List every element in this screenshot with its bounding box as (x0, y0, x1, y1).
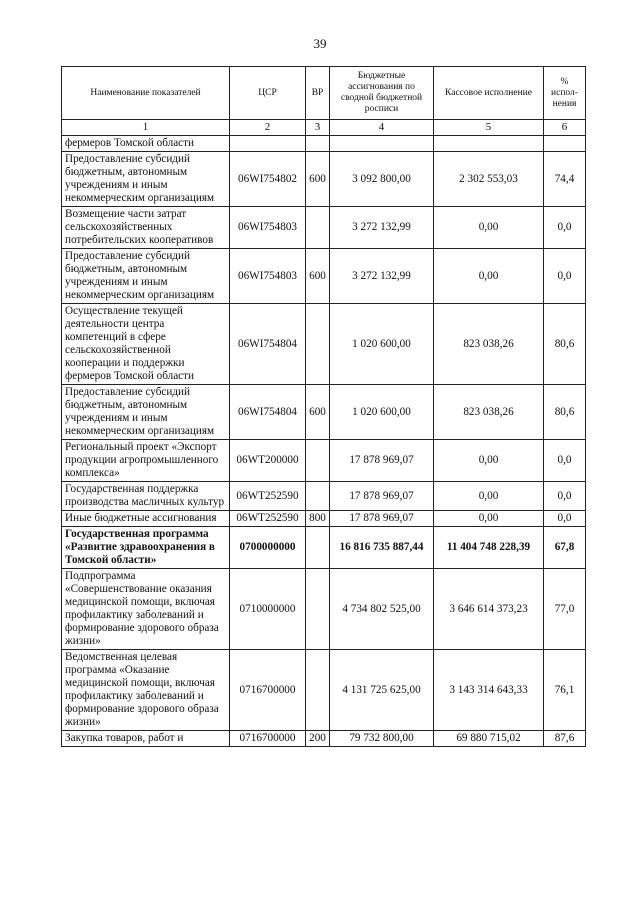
row-cash: 3 143 314 643,33 (434, 650, 544, 731)
row-pct: 76,1 (544, 650, 586, 731)
row-name: Осуществление текущей деятельности центра компетенций в сфере сельскохозяйственной кооперации и поддержки фермеров Томской области (62, 304, 230, 385)
row-name: Ведомственная целевая программа «Оказание медицинской помощи, включая профилактику заболеваний и формирование здорового образа жизни» (62, 650, 230, 731)
row-pct: 67,8 (544, 527, 586, 569)
table-row (62, 385, 586, 440)
table-row (62, 152, 586, 207)
row-pct (544, 136, 586, 152)
table-row (62, 569, 586, 650)
row-pct: 77,0 (544, 569, 586, 650)
row-pct: 0,0 (544, 440, 586, 482)
row-budget: 4 131 725 625,00 (330, 650, 434, 731)
row-vr (306, 527, 330, 569)
row-csr: 0710000000 (230, 569, 306, 650)
row-budget: 3 272 132,99 (330, 249, 434, 304)
row-vr (306, 207, 330, 249)
row-cash: 0,00 (434, 511, 544, 527)
row-budget: 17 878 969,07 (330, 511, 434, 527)
row-csr: 0700000000 (230, 527, 306, 569)
row-cash (434, 136, 544, 152)
header-budget: Бюджетные ассигнования по сводной бюджетной росписи (330, 67, 434, 120)
row-name: Региональный проект «Экспорт продукции агропромышленного комплекса» (62, 440, 230, 482)
column-number-row (62, 120, 586, 136)
row-cash: 69 880 715,02 (434, 731, 544, 747)
table-header-row (62, 67, 586, 120)
table-row (62, 207, 586, 249)
row-pct: 0,0 (544, 207, 586, 249)
row-name: Подпрограмма «Совершенствование оказания медицинской помощи, включая профилактику заболеваний и формирование здорового образа жизни» (62, 569, 230, 650)
row-cash: 11 404 748 228,39 (434, 527, 544, 569)
row-name: Закупка товаров, работ и (62, 731, 230, 747)
row-vr: 200 (306, 731, 330, 747)
row-budget: 16 816 735 887,44 (330, 527, 434, 569)
row-vr: 600 (306, 385, 330, 440)
row-pct: 87,6 (544, 731, 586, 747)
row-csr: 06WI754804 (230, 304, 306, 385)
row-pct: 74,4 (544, 152, 586, 207)
row-vr (306, 569, 330, 650)
row-cash: 0,00 (434, 440, 544, 482)
row-cash: 823 038,26 (434, 304, 544, 385)
row-cash: 2 302 553,03 (434, 152, 544, 207)
row-csr (230, 136, 306, 152)
row-name: Предоставление субсидий бюджетным, автономным учреждениям и иным некоммерческим организациям (62, 385, 230, 440)
row-budget: 3 092 800,00 (330, 152, 434, 207)
row-name: Иные бюджетные ассигнования (62, 511, 230, 527)
row-csr: 06WT252590 (230, 511, 306, 527)
row-cash: 0,00 (434, 207, 544, 249)
row-name: Возмещение части затрат сельскохозяйственных потребительских кооперативов (62, 207, 230, 249)
row-csr: 06WT252590 (230, 482, 306, 511)
row-name: Предоставление субсидий бюджетным, автономным учреждениям и иным некоммерческим организациям (62, 152, 230, 207)
row-budget: 4 734 802 525,00 (330, 569, 434, 650)
row-budget: 17 878 969,07 (330, 482, 434, 511)
row-cash: 823 038,26 (434, 385, 544, 440)
table-row (62, 650, 586, 731)
row-csr: 06WT200000 (230, 440, 306, 482)
row-csr: 0716700000 (230, 650, 306, 731)
row-cash: 0,00 (434, 482, 544, 511)
budget-execution-table (61, 66, 586, 747)
row-vr (306, 304, 330, 385)
column-number: 6 (544, 120, 586, 136)
row-csr: 06WI754803 (230, 249, 306, 304)
row-budget: 79 732 800,00 (330, 731, 434, 747)
row-cash: 0,00 (434, 249, 544, 304)
row-name: Предоставление субсидий бюджетным, автономным учреждениям и иным некоммерческим организациям (62, 249, 230, 304)
row-vr (306, 650, 330, 731)
header-pct: % испол-нения (544, 67, 586, 120)
row-vr: 600 (306, 152, 330, 207)
column-number: 1 (62, 120, 230, 136)
row-vr (306, 440, 330, 482)
table-row (62, 440, 586, 482)
row-csr: 06WI754802 (230, 152, 306, 207)
row-budget: 3 272 132,99 (330, 207, 434, 249)
row-csr: 06WI754804 (230, 385, 306, 440)
table-row (62, 482, 586, 511)
row-pct: 80,6 (544, 304, 586, 385)
row-name: Государственная программа «Развитие здравоохранения в Томской области» (62, 527, 230, 569)
header-vr: ВР (306, 67, 330, 120)
column-number: 3 (306, 120, 330, 136)
header-name: Наименование показателей (62, 67, 230, 120)
table-row (62, 731, 586, 747)
row-pct: 0,0 (544, 482, 586, 511)
row-name: Государственная поддержка производства масличных культур (62, 482, 230, 511)
table-row (62, 136, 586, 152)
row-vr (306, 482, 330, 511)
row-budget: 17 878 969,07 (330, 440, 434, 482)
row-budget: 1 020 600,00 (330, 385, 434, 440)
row-budget (330, 136, 434, 152)
row-pct: 0,0 (544, 511, 586, 527)
row-pct: 0,0 (544, 249, 586, 304)
row-cash: 3 646 614 373,23 (434, 569, 544, 650)
table-row (62, 304, 586, 385)
row-pct: 80,6 (544, 385, 586, 440)
row-budget: 1 020 600,00 (330, 304, 434, 385)
row-vr (306, 136, 330, 152)
header-cash: Кассовое исполнение (434, 67, 544, 120)
table-row (62, 511, 586, 527)
row-name: фермеров Томской области (62, 136, 230, 152)
row-vr: 600 (306, 249, 330, 304)
row-csr: 06WI754803 (230, 207, 306, 249)
column-number: 5 (434, 120, 544, 136)
row-vr: 800 (306, 511, 330, 527)
row-csr: 0716700000 (230, 731, 306, 747)
table-row (62, 527, 586, 569)
page-number: 39 (313, 36, 327, 51)
column-number: 4 (330, 120, 434, 136)
column-number: 2 (230, 120, 306, 136)
header-csr: ЦСР (230, 67, 306, 120)
table-row (62, 249, 586, 304)
